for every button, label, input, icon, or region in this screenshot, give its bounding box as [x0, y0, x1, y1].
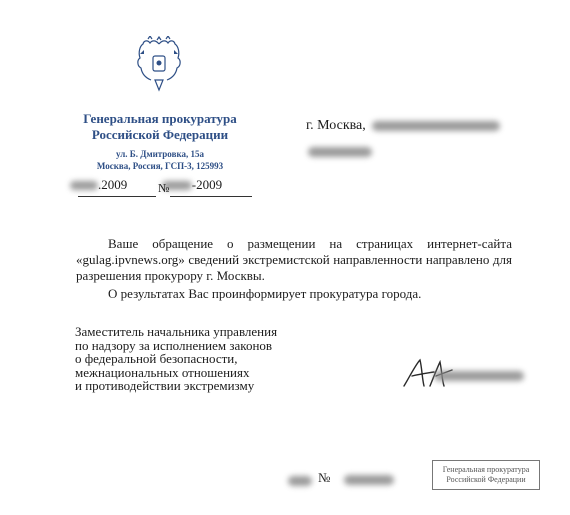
organization-address-line2: Москва, Россия, ГСП-3, 125993	[96, 161, 224, 171]
registration-number-sign: №	[158, 181, 170, 195]
body-paragraph-2: О результатах Вас проинформирует прокуратура города.	[108, 286, 422, 301]
organization-name-line1: Генеральная прокуратура	[83, 111, 237, 126]
signatory-title-block	[75, 325, 277, 393]
office-stamp	[432, 460, 540, 490]
signatory-line: межнациональных отношениях	[75, 364, 250, 380]
redacted-footer-number	[344, 475, 394, 485]
footer-number-row	[288, 470, 330, 486]
stamp-line2: Российской Федерации	[446, 475, 526, 484]
addressee-city: г. Москва,	[306, 118, 366, 133]
redacted-date-day	[70, 181, 98, 190]
registration-row	[70, 177, 222, 193]
footer-number-sign: №	[318, 470, 331, 485]
registration-date-left: .2009	[98, 177, 128, 192]
redacted-signatory-name	[434, 371, 524, 381]
coat-of-arms-emblem	[134, 36, 184, 94]
signatory-line: и противодействии экстремизму	[75, 378, 255, 393]
signatory-line: по надзору за исполнением законов	[75, 337, 273, 353]
signatory-line: Заместитель начальника управления	[75, 324, 278, 339]
registration-date-right: -2009	[191, 177, 223, 192]
stamp-line1: Генеральная прокуратура	[442, 465, 530, 474]
letter-body	[76, 236, 512, 302]
organization-name-line2: Российской Федерации	[91, 127, 229, 142]
body-paragraph-1: Ваше обращение о размещении на страницах интернет-сайта «gulag.ipvnews.org» сведений экстремистской направленности направлено для разрешения прокурору г. Москвы.	[76, 236, 512, 283]
organization-address-line1: ул. Б. Дмитровка, 15а	[115, 149, 204, 159]
redacted-addressee-name	[372, 121, 500, 131]
redacted-addressee-line2	[308, 147, 372, 157]
signatory-line: о федеральной безопасности,	[75, 351, 238, 366]
